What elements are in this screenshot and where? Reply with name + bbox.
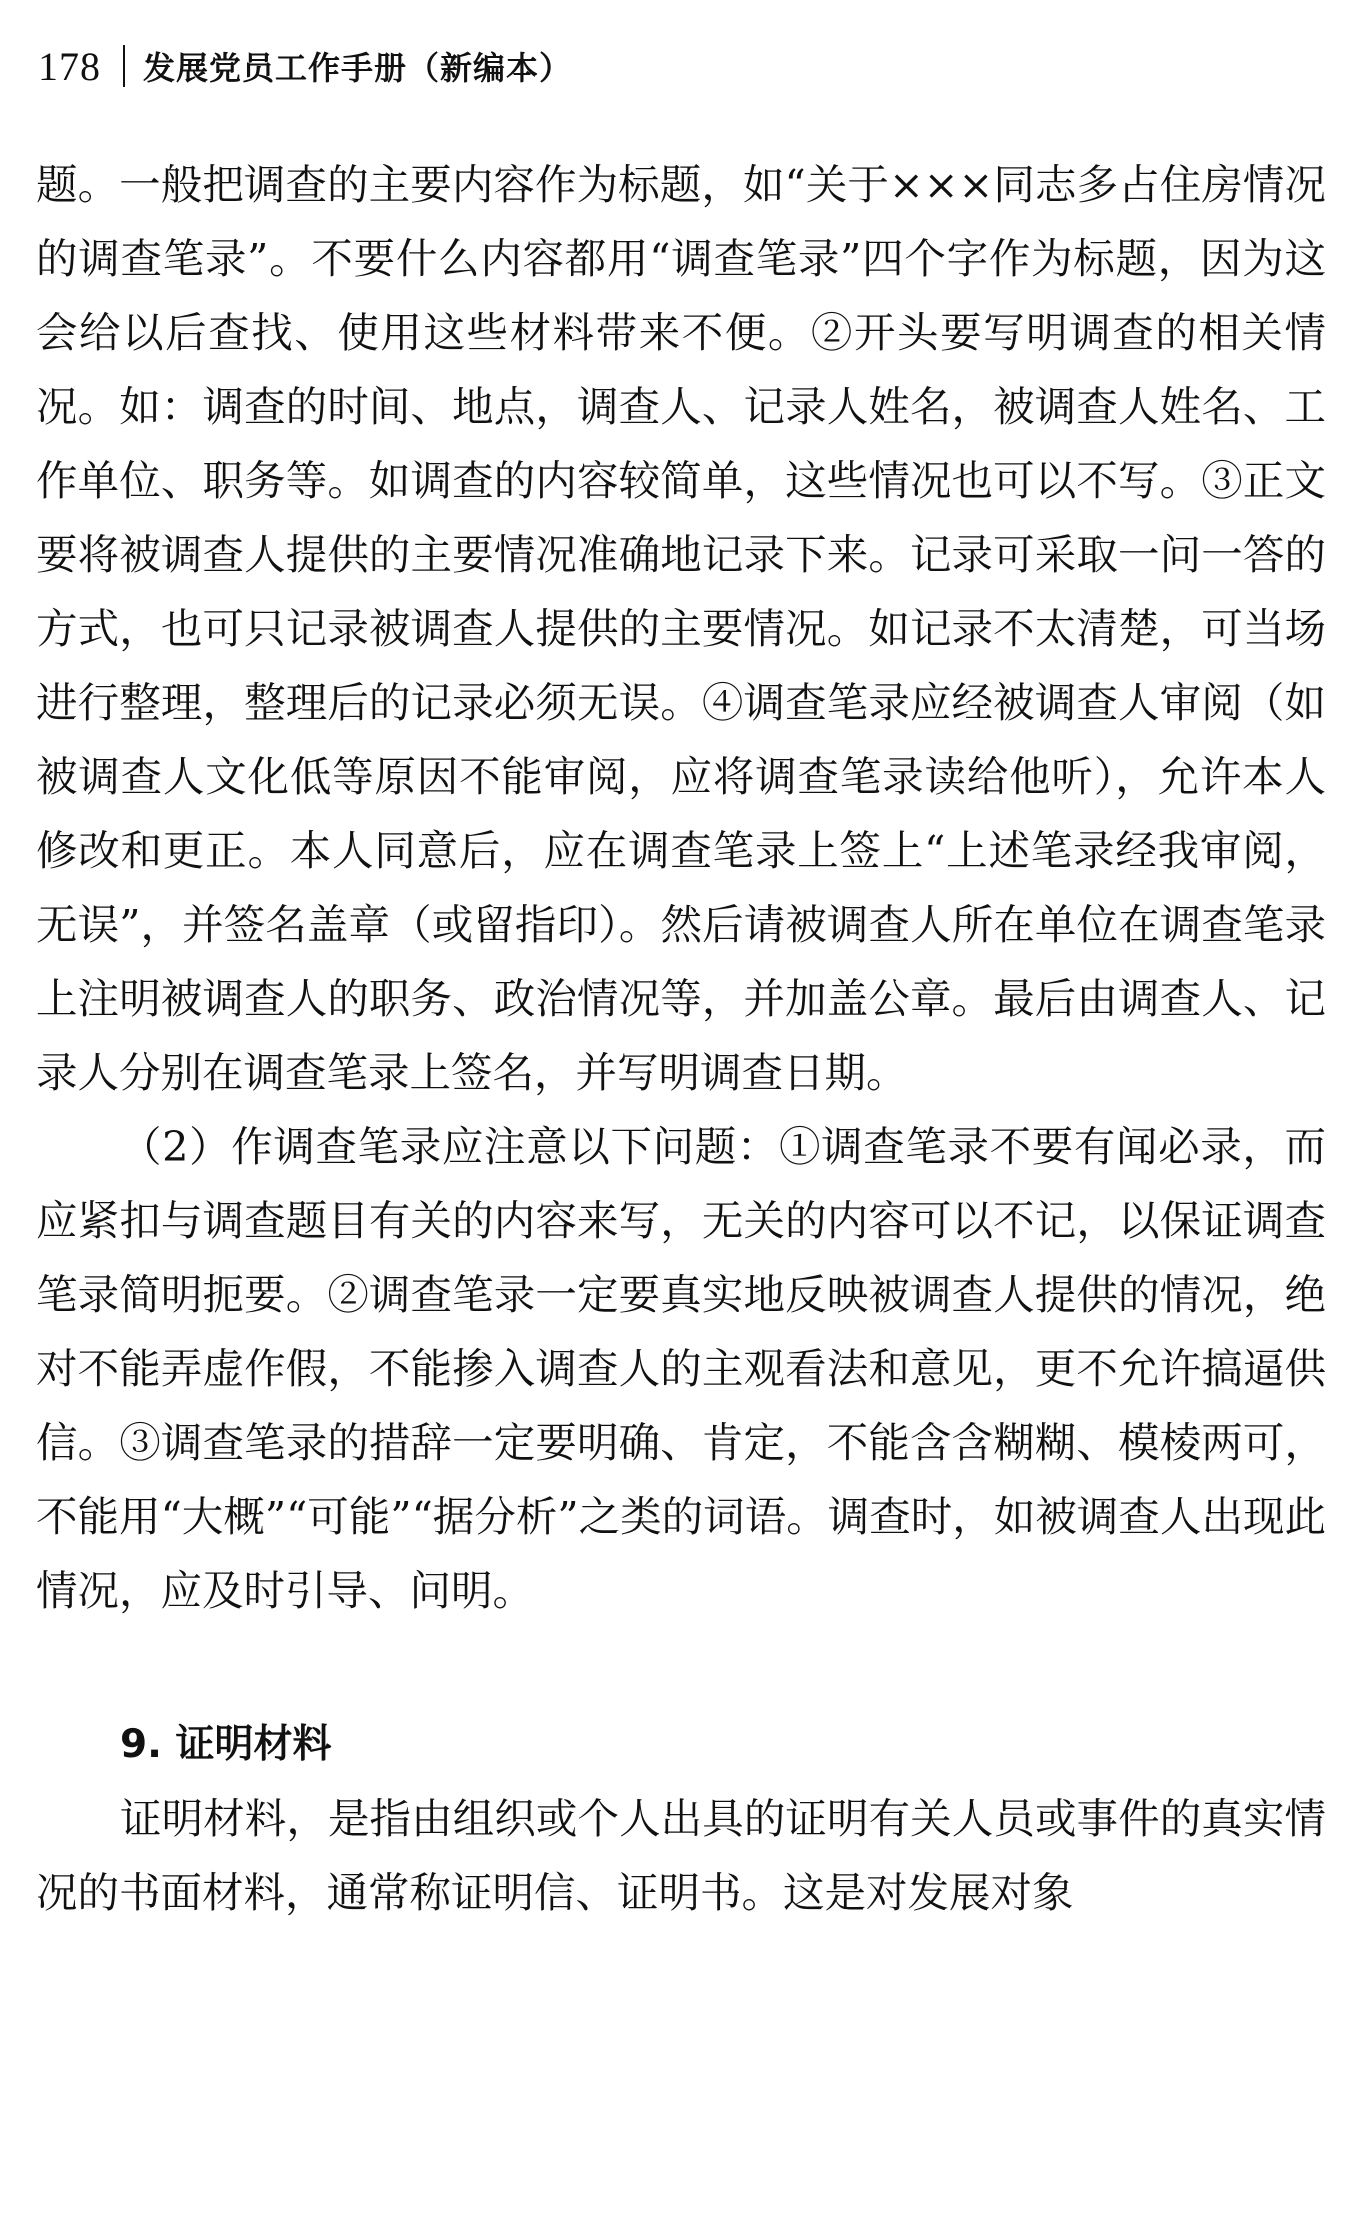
header-divider [123,45,125,87]
running-header [38,36,572,96]
paragraph-notes: （2）作调查笔录应注意以下问题：①调查笔录不要有闻必录，而应紧扣与调查题目有关的内容来写，无关的内容可以不记，以保证调查笔录简明扼要。②调查笔录一定要真实地反映被调查人提供的情况，绝对不能弄虚作假，不能掺入调查人的主观看法和意见，更不允许搞逼供信。③调查笔录的措辞一定要明确、肯定，不能含含糊糊、模棱两可，不能用“大概”“可能”“据分析”之类的词语。调查时，如被调查人出现此情况，应及时引导、问明。 [36,1122,1326,1615]
page-number: 178 [38,43,101,89]
body-text [36,148,1326,1930]
section-heading: 9. 证明材料 [120,1722,332,1767]
section-paragraph: 证明材料，是指由组织或个人出具的证明有关人员或事件的真实情况的书面材料，通常称证明信、证明书。这是对发展对象 [36,1794,1326,1917]
paragraph-continued: 题。一般把调查的主要内容作为标题，如“关于×××同志多占住房情况的调查笔录”。不要什么内容都用“调查笔录”四个字作为标题，因为这会给以后查找、使用这些材料带来不便。②开头要写明调查的相关情况。如：调查的时间、地点，调查人、记录人姓名，被调查人姓名、工作单位、职务等。如调查的内容较简单，这些情况也可以不写。③正文要将被调查人提供的主要情况准确地记录下来。记录可采取一问一答的方式，也可只记录被调查人提供的主要情况。如记录不太清楚，可当场进行整理，整理后的记录必须无误。④调查笔录应经被调查人审阅（如被调查人文化低等原因不能审阅，应将调查笔录读给他听），允许本人修改和更正。本人同意后，应在调查笔录上签上“上述笔录经我审阅，无误”，并签名盖章（或留指印）。然后请被调查人所在单位在调查笔录上注明被调查人的职务、政治情况等，并加盖公章。最后由调查人、记录人分别在调查笔录上签名，并写明调查日期。 [36,160,1326,1097]
book-title: 发展党员工作手册（新编本） [143,49,573,87]
